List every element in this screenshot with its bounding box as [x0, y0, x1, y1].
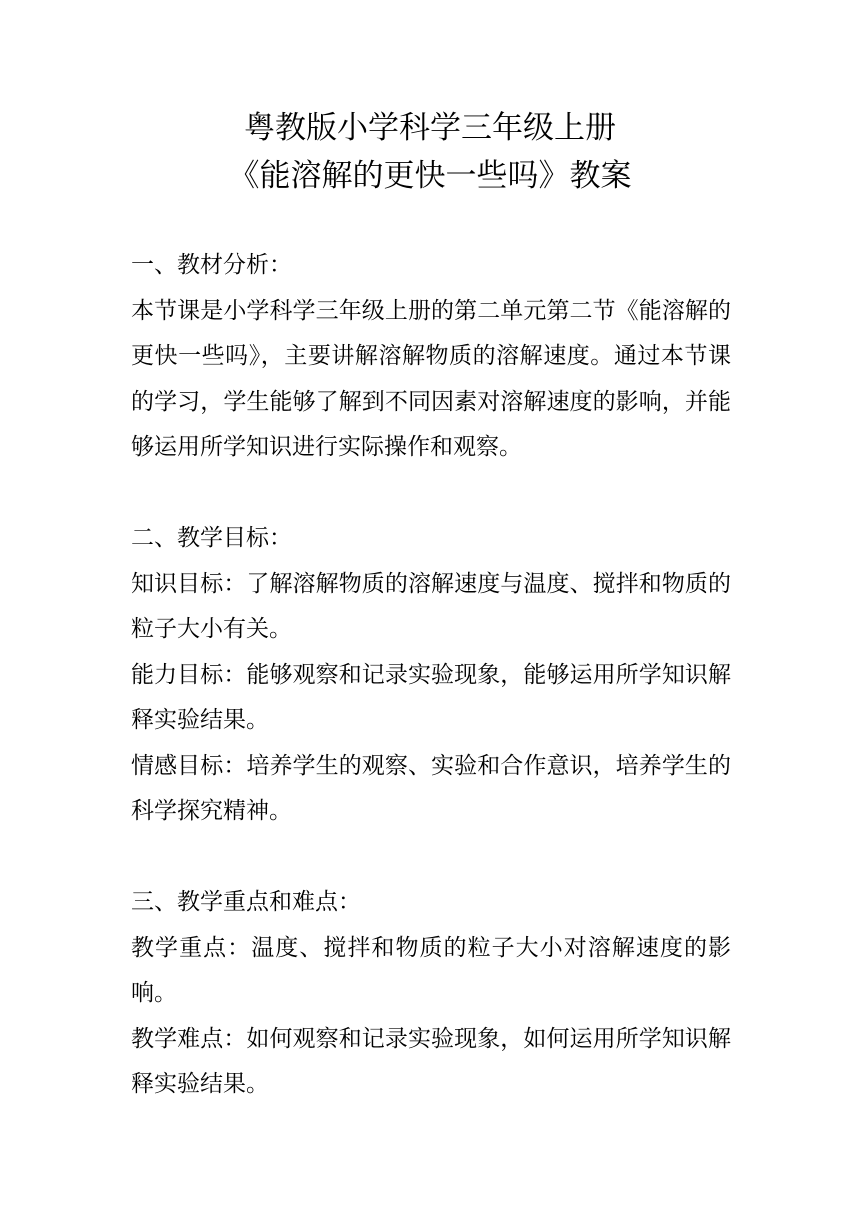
section-textbook-analysis: [131, 243, 731, 471]
section-key-points-and-difficulties: [131, 880, 731, 1108]
document-title: [0, 104, 860, 200]
paragraph: 知识目标：了解溶解物质的溶解速度与温度、搅拌和物质的粒子大小有关。: [131, 570, 731, 642]
paragraph: 情感目标：培养学生的观察、实验和合作意识，培养学生的科学探究精神。: [131, 752, 731, 824]
document-body: [131, 243, 731, 1108]
paragraph: 教学重点：温度、搅拌和物质的粒子大小对溶解速度的影响。: [131, 934, 731, 1006]
section-heading: 三、教学重点和难点：: [131, 889, 361, 915]
section-heading: 二、教学目标：: [131, 525, 292, 551]
paragraph: 教学难点：如何观察和记录实验现象，如何运用所学知识解释实验结果。: [131, 1025, 731, 1097]
title-line-1: 粤教版小学科学三年级上册: [244, 110, 616, 146]
section-heading: 一、教材分析：: [131, 252, 292, 278]
paragraph: 本节课是小学科学三年级上册的第二单元第二节《能溶解的更快一些吗》，主要讲解溶解物质的溶解速度。通过本节课的学习，学生能够了解到不同因素对溶解速度的影响，并能够运用所学知识进行实际操作和观察。: [131, 297, 731, 460]
section-teaching-objectives: [131, 516, 731, 835]
paragraph: 能力目标：能够观察和记录实验现象，能够运用所学知识解释实验结果。: [131, 661, 731, 733]
title-line-2: 《能溶解的更快一些吗》教案: [228, 158, 632, 194]
